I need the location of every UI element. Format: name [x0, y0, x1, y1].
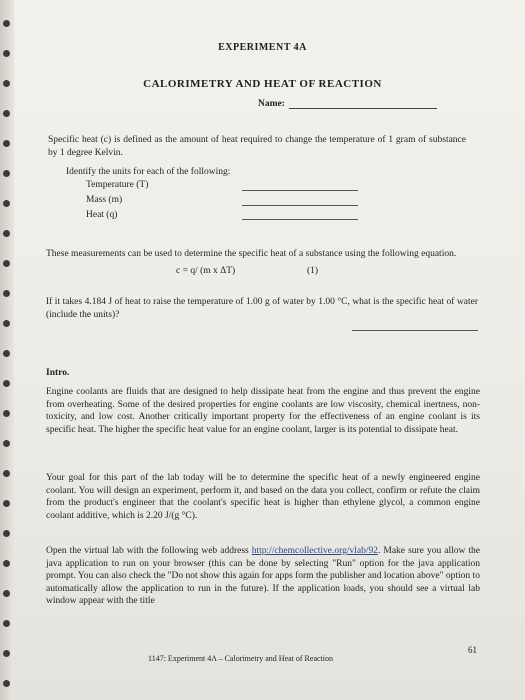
- specific-heat-definition: Specific heat (c) is defined as the amount of heat required to change the temperature of 1 gram of substance by 1 degree Kelvin.: [48, 135, 466, 158]
- answer-line-temperature[interactable]: [242, 190, 358, 191]
- virtual-lab-link[interactable]: http://chemcollective.org/vlab/92: [251, 546, 378, 556]
- equation-number: (1): [307, 266, 319, 276]
- page-footer: 1147: Experiment 4A – Calorimetry and Heat of Reaction: [148, 654, 333, 663]
- open-lab-text-after: . Make sure you allow the java application to run on your browser (this can be done by selecting "Run" option for the java application prompt. You can also check the "Do not show this again for apps form the publisher and location above" option to automatically allow the application to run in the future). If the application loads, you should see a virtual lab window appear with the title: [46, 546, 480, 606]
- answer-line-mass[interactable]: [242, 205, 358, 206]
- name-row: [258, 98, 437, 109]
- unit-item-heat: Heat (q): [86, 210, 118, 220]
- water-question: If it takes 4.184 J of heat to raise the temperature of 1.00 g of water by 1.00 °C, what is the specific heat of water (include the units)?: [46, 297, 478, 320]
- answer-line-water[interactable]: [352, 330, 478, 331]
- answer-line-heat[interactable]: [242, 219, 358, 220]
- measurements-paragraph: These measurements can be used to determine the specific heat of a substance using the following equation.: [46, 249, 457, 259]
- open-lab-paragraph: [46, 545, 480, 608]
- unit-item-mass: Mass (m): [86, 195, 123, 205]
- goal-paragraph: Your goal for this part of the lab today will be to determine the specific heat of a newly engineered engine coolant. You will design an experiment, perform it, and based on the data you collect, confirm or refute the claim from the product's engineer that the coolant's specific heat is higher than ethylene glycol, a common engine coolant additive, which is 2.20 J/(g °C).: [46, 473, 480, 521]
- open-lab-text-before: Open the virtual lab with the following web address: [46, 546, 252, 556]
- name-field-line[interactable]: [289, 98, 437, 109]
- page-title: CALORIMETRY AND HEAT OF REACTION: [143, 78, 382, 90]
- unit-item-temperature: Temperature (T): [86, 180, 149, 190]
- experiment-label: EXPERIMENT 4A: [218, 42, 307, 53]
- page-number: 61: [468, 645, 477, 655]
- engine-coolant-paragraph: Engine coolants are fluids that are designed to help dissipate heat from the engine and thus prevent the engine from overheating. Some of the desired properties for engine coolants are low viscosity, chemical inertness, non-toxicity, and low cost. Another critically important property for the effectiveness of an engine coolant is its specific heat. The higher the specific heat value for an engine coolant, larger is its potential to dissipate heat.: [46, 387, 480, 435]
- specific-heat-equation: c = q/ (m x ΔT): [176, 266, 236, 276]
- name-label: Name:: [258, 99, 285, 109]
- intro-heading: Intro.: [46, 368, 70, 378]
- identify-prompt: Identify the units for each of the following:: [66, 167, 231, 177]
